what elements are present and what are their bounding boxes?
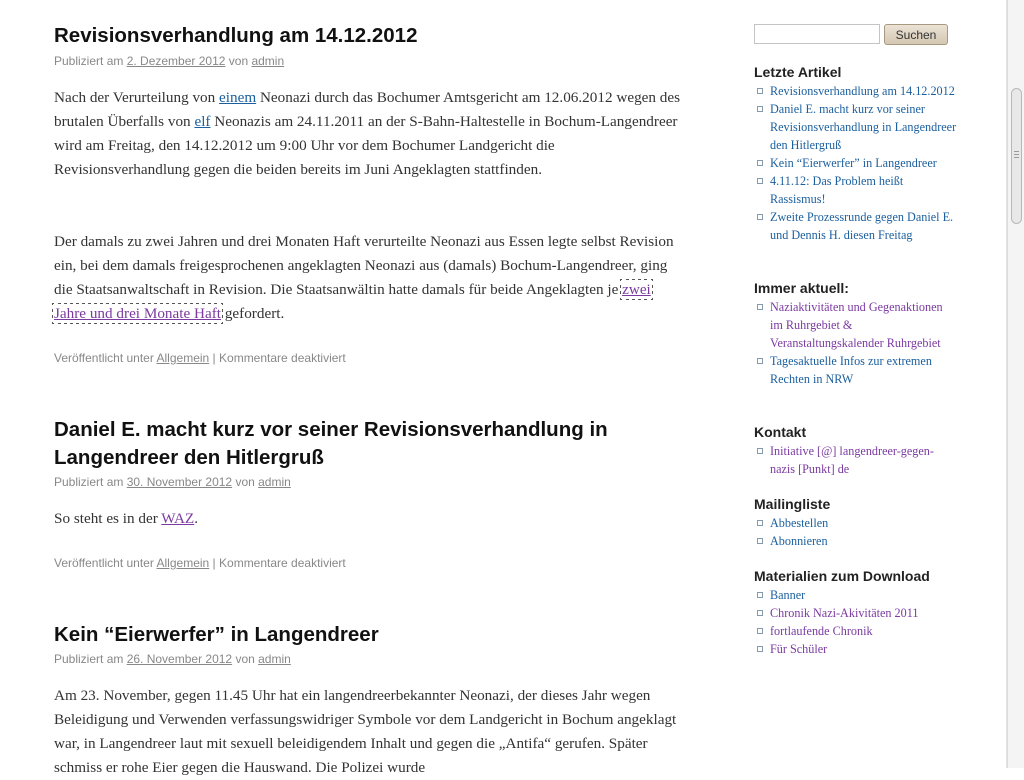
bullet-icon <box>757 538 763 544</box>
list-item <box>754 442 958 478</box>
inline-link-elf[interactable]: elf <box>194 113 211 130</box>
scrollbar-thumb[interactable] <box>1011 88 1022 224</box>
bullet-icon <box>757 214 763 220</box>
category-link[interactable]: Allgemein <box>156 556 210 570</box>
list-item <box>754 154 958 172</box>
always-current-list <box>754 298 958 388</box>
comments-status: Kommentare deaktiviert <box>219 351 346 365</box>
recent-post-link[interactable]: Zweite Prozessrunde gegen Daniel E. und Dennis H. diesen Freitag <box>770 210 954 242</box>
recent-post-link[interactable]: 4.11.12: Das Problem heißt Rassismus! <box>770 174 904 206</box>
comments-status: Kommentare deaktiviert <box>219 556 346 570</box>
recent-post-link[interactable]: Daniel E. macht kurz vor seiner Revisionsverhandlung in Langendreer den Hitlergruß <box>770 102 957 152</box>
post-date-link[interactable]: 2. Dezember 2012 <box>126 54 226 68</box>
post-author-link[interactable]: admin <box>251 54 285 68</box>
download-link-banner[interactable]: Banner <box>770 588 806 602</box>
bullet-icon <box>757 304 763 310</box>
post-footer: Veröffentlicht unter Allgemein | Kommentare deaktiviert <box>54 351 346 365</box>
download-link-schueler[interactable]: Für Schüler <box>770 642 828 656</box>
bullet-icon <box>757 646 763 652</box>
list-item <box>754 532 958 550</box>
list-item <box>754 82 958 100</box>
list-item <box>754 622 958 640</box>
always-current-link[interactable]: Tagesaktuelle Infos zur extremen Rechten in NRW <box>770 354 932 386</box>
widget-title-always-current: Immer aktuell: <box>754 280 849 296</box>
bullet-icon <box>757 448 763 454</box>
bullet-icon <box>757 178 763 184</box>
vertical-scrollbar[interactable] <box>1007 0 1024 768</box>
list-item <box>754 208 958 244</box>
downloads-list <box>754 586 958 658</box>
download-link-chronik-2011[interactable]: Chronik Nazi-Akivitäten 2011 <box>770 606 919 620</box>
bullet-icon <box>757 358 763 364</box>
widget-title-downloads: Materialien zum Download <box>754 568 930 584</box>
inline-link-haft[interactable]: zwei Jahre und drei Monate Haft <box>54 281 651 322</box>
post-meta: Publiziert am 2. Dezember 2012 von admin <box>54 54 285 68</box>
list-item <box>754 172 958 208</box>
widget-title-recent-posts: Letzte Artikel <box>754 64 842 80</box>
mailing-list <box>754 514 958 550</box>
inline-link-waz[interactable]: WAZ <box>161 510 195 527</box>
post-paragraph: Der damals zu zwei Jahren und drei Monaten Haft verurteilte Neonazi aus Essen legte selbst Revision ein, bei dem damals freigesprochenen angeklagten Neonazi aus (damals) Bochum-Langendreer, ging die Staatsanwaltschaft in Revision. Die Staatsanwältin hatte damals für beide Angeklagten je zwei Jahre und drei Monate Haft gefordert. <box>54 233 674 322</box>
scrollbar-grip-icon <box>1014 151 1019 160</box>
list-item <box>754 298 958 352</box>
bullet-icon <box>757 106 763 112</box>
post-author-link[interactable]: admin <box>258 652 291 666</box>
contact-email-link[interactable]: Initiative [@] langendreer-gegen-nazis [Punkt] de <box>770 444 934 476</box>
download-link-chronik[interactable]: fortlaufende Chronik <box>770 624 873 638</box>
post-meta: Publiziert am 30. November 2012 von admin <box>54 475 291 489</box>
post-meta: Publiziert am 26. November 2012 von admin <box>54 652 291 666</box>
inline-link-einem[interactable]: einem <box>219 89 257 106</box>
post-title[interactable]: Daniel E. macht kurz vor seiner Revisionsverhandlung in Langendreer den Hitlergruß <box>54 418 608 469</box>
post-paragraph: So steht es in der WAZ. <box>54 510 198 527</box>
category-link[interactable]: Allgemein <box>156 351 210 365</box>
post-footer: Veröffentlicht unter Allgemein | Kommentare deaktiviert <box>54 556 346 570</box>
widget-title-mailing-list: Mailingliste <box>754 496 831 512</box>
contact-list <box>754 442 958 478</box>
search-button[interactable]: Suchen <box>884 24 948 45</box>
bullet-icon <box>757 160 763 166</box>
list-item <box>754 352 958 388</box>
list-item <box>754 604 958 622</box>
list-item <box>754 640 958 658</box>
always-current-link[interactable]: Naziaktivitäten und Gegenaktionen im Ruhrgebiet & Veranstaltungskalender Ruhrgebiet <box>770 300 943 350</box>
bullet-icon <box>757 592 763 598</box>
recent-post-link[interactable]: Kein “Eierwerfer” in Langendreer <box>770 156 937 170</box>
post-title[interactable]: Revisionsverhandlung am 14.12.2012 <box>54 24 418 47</box>
bullet-icon <box>757 520 763 526</box>
recent-post-link[interactable]: Revisionsverhandlung am 14.12.2012 <box>770 84 955 98</box>
post-title[interactable]: Kein “Eierwerfer” in Langendreer <box>54 623 379 646</box>
list-item <box>754 586 958 604</box>
bullet-icon <box>757 88 763 94</box>
recent-posts-list <box>754 82 958 244</box>
post-author-link[interactable]: admin <box>258 475 291 489</box>
search-input[interactable] <box>754 24 880 44</box>
bullet-icon <box>757 628 763 634</box>
post-date-link[interactable]: 30. November 2012 <box>126 475 233 489</box>
post-date-link[interactable]: 26. November 2012 <box>126 652 233 666</box>
list-item <box>754 100 958 154</box>
list-item <box>754 514 958 532</box>
post-paragraph: Nach der Verurteilung von einem Neonazi durch das Bochumer Amtsgericht am 12.06.2012 wegen des brutalen Überfalls von elf Neonazis am 24.11.2011 an der S-Bahn-Haltestelle in Bochum-Langendreer wird am Freitag, den 14.12.2012 um 9:00 Uhr vor dem Bochumer Landgericht die Revisionsverhandlung gegen die beiden bereits im Juni Angeklagten stattfinden. <box>54 89 681 178</box>
post-paragraph: Am 23. November, gegen 11.45 Uhr hat ein langendreerbekannter Neonazi, der dieses Jahr wegen Beleidigung und Verwenden verfassungswidriger Symbole vor dem Landgericht in Bochum angeklagt war, in Langendreer laut mit sexuell beleidigendem Inhalt und gegen die „Antifa“ gerufen. Später schmiss er rohe Eier gegen die Hauswand. Die Polizei wurde <box>54 687 677 776</box>
subscribe-link[interactable]: Abonnieren <box>770 534 828 548</box>
widget-title-contact: Kontakt <box>754 424 807 440</box>
bullet-icon <box>757 610 763 616</box>
unsubscribe-link[interactable]: Abbestellen <box>770 516 829 530</box>
